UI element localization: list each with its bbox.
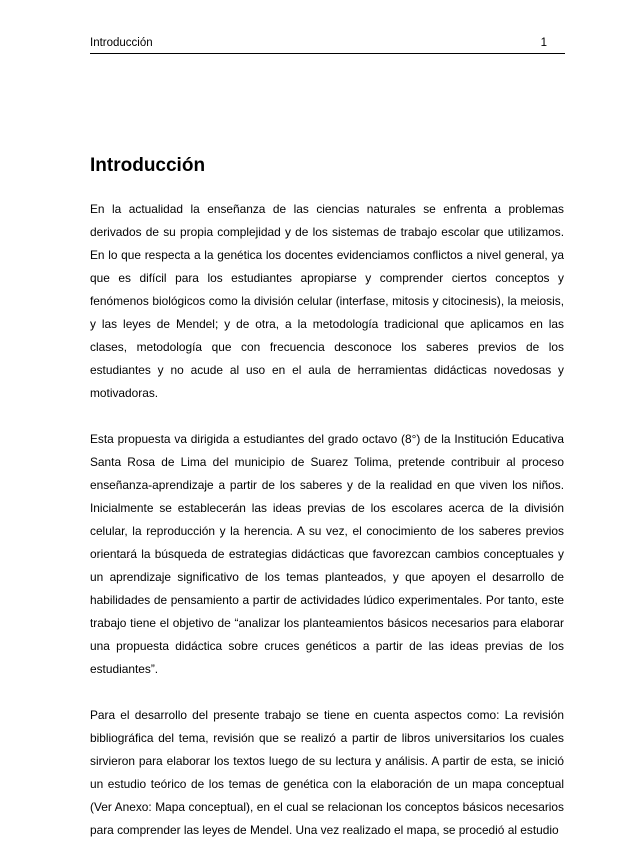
paragraph-2: Esta propuesta va dirigida a estudiantes del grado octavo (8°) de la Institución Educativa Santa Rosa de Lima del municipio de Suarez Tolima, pretende contribuir al proceso enseñanza-aprendizaje a partir de los saberes y de la realidad en que viven los niños. Inicialmente se establecerán las ideas previas de los escolares acerca de la división celular, la reproducción y la herencia. A su vez, el conocimiento de los saberes previos orientará la búsqueda de estrategias didácticas que favorezcan cambios conceptuales y un aprendizaje significativo de los temas planteados, y que apoyen el desarrollo de habilidades de pensamiento a partir de actividades lúdico experimentales. Por tanto, este trabajo tiene el objetivo de “analizar los planteamientos básicos necesarios para elaborar una propuesta didáctica sobre cruces genéticos a partir de las ideas previas de los estudiantes”. xyxy=(90,432,564,676)
paragraph-3: Para el desarrollo del presente trabajo se tiene en cuenta aspectos como: La revisión bibliográfica del tema, revisión que se realizó a partir de libros universitarios los cuales sirvieron para elaborar los textos luego de su lectura y análisis. A partir de esta, se inició un estudio teórico de los temas de genética con la elaboración de un mapa conceptual (Ver Anexo: Mapa conceptual), en el cual se relacionan los conceptos básicos necesarios para comprender las leyes de Mendel. Una vez realizado el mapa, se procedió al estudio xyxy=(90,708,564,837)
header-title: Introducción xyxy=(90,37,153,49)
page-number: 1 xyxy=(540,37,547,49)
page-header xyxy=(90,36,565,54)
paragraph-1: En la actualidad la enseñanza de las ciencias naturales se enfrenta a problemas derivados de su propia complejidad y de los sistemas de trabajo escolar que utilizamos. En lo que respecta a la genética los docentes evidenciamos conflictos a nivel general, ya que es difícil para los estudiantes apropiarse y comprender ciertos conceptos y fenómenos biológicos como la división celular (interfase, mitosis y citocinesis), la meiosis, y las leyes de Mendel; y de otra, a la metodología tradicional que aplicamos en las clases, metodología que con frecuencia desconoce los saberes previos de los estudiantes y no acude al uso en el aula de herramientas didácticas novedosas y motivadoras. xyxy=(90,202,564,400)
body-text xyxy=(90,198,564,865)
section-heading: Introducción xyxy=(90,155,206,176)
